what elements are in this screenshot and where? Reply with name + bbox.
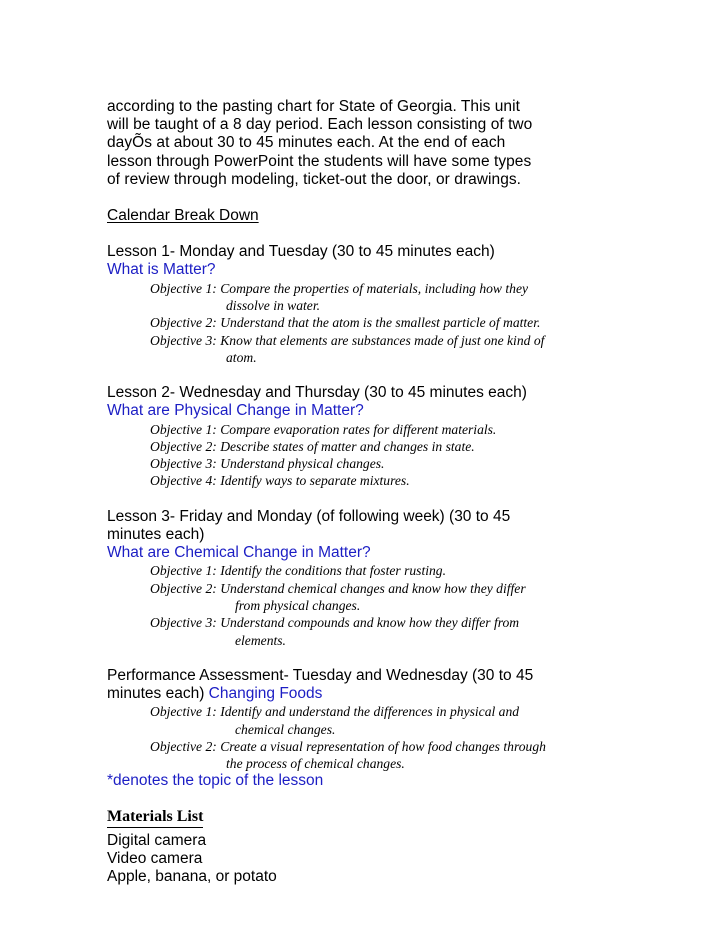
- assessment-objective-1-cont: chemical changes.: [235, 721, 336, 737]
- lesson-3-objective-1: Objective 1: Identify the conditions that foster rusting.: [150, 563, 446, 579]
- calendar-heading: Calendar Break Down: [107, 207, 259, 225]
- materials-heading: Materials List: [107, 807, 203, 828]
- material-item: Video camera: [107, 849, 203, 867]
- lesson-3-objective-3: Objective 3: Understand compounds and know how they differ from: [150, 615, 520, 631]
- assessment-title-cont: minutes each): [107, 685, 205, 702]
- intro-line: of review through modeling, ticket-out the door, or drawings.: [107, 170, 522, 188]
- lesson-1-title: Lesson 1- Monday and Tuesday (30 to 45 minutes each): [107, 243, 495, 261]
- lesson-2-objective-1: Objective 1: Compare evaporation rates for different materials.: [150, 421, 497, 437]
- lesson-3: [107, 508, 627, 649]
- lesson-1-objective-2: Objective 2: Understand that the atom is the smallest particle of matter.: [150, 315, 541, 331]
- lesson-1-objective-1: Objective 1: Compare the properties of materials, including how they: [150, 280, 529, 296]
- lesson-1-objective-3-cont: atom.: [226, 349, 257, 365]
- assessment-objective-1: Objective 1: Identify and understand the differences in physical and: [150, 704, 520, 720]
- lesson-3-title: Lesson 3- Friday and Monday (of following week) (30 to 45: [107, 507, 511, 525]
- lesson-2-objective-3: Objective 3: Understand physical changes.: [150, 456, 385, 472]
- document-body: [107, 98, 627, 886]
- materials-section: [107, 807, 627, 887]
- material-item: Apple, banana, or potato: [107, 868, 277, 885]
- topic-note: *denotes the topic of the lesson: [107, 772, 324, 790]
- lesson-2: [107, 384, 627, 490]
- intro-line: according to the pasting chart for State of Georgia. This unit: [107, 98, 520, 115]
- lesson-2-objective-4: Objective 4: Identify ways to separate mixtures.: [150, 473, 410, 489]
- lesson-1-topic: What is Matter?: [107, 261, 216, 279]
- lesson-3-objective-2-cont: from physical changes.: [235, 597, 361, 613]
- lesson-1-objective-1-cont: dissolve in water.: [226, 297, 321, 313]
- lesson-2-topic: What are Physical Change in Matter?: [107, 402, 364, 420]
- intro-line: will be taught of a 8 day period. Each lesson consisting of two: [107, 116, 533, 134]
- intro-paragraph: [107, 98, 627, 189]
- performance-assessment: [107, 667, 627, 791]
- assessment-topic: Changing Foods: [208, 685, 323, 702]
- lesson-3-objective-3-cont: elements.: [235, 632, 286, 648]
- material-item: Digital camera: [107, 831, 207, 849]
- assessment-title: Performance Assessment- Tuesday and Wednesday (30 to 45: [107, 666, 534, 684]
- lesson-1-objective-3: Objective 3: Know that elements are substances made of just one kind of: [150, 332, 545, 348]
- lesson-3-topic: What are Chemical Change in Matter?: [107, 544, 371, 562]
- lesson-1: [107, 243, 627, 366]
- lesson-2-objective-2: Objective 2: Describe states of matter and changes in state.: [150, 438, 475, 454]
- lesson-2-title: Lesson 2- Wednesday and Thursday (30 to 45 minutes each): [107, 384, 527, 402]
- assessment-objective-2-cont: the process of chemical changes.: [226, 756, 405, 772]
- assessment-objective-2: Objective 2: Create a visual representation of how food changes through: [150, 738, 546, 754]
- intro-line: lesson through PowerPoint the students will have some types: [107, 152, 532, 170]
- intro-line: dayÕs at about 30 to 45 minutes each. At the end of each: [107, 134, 506, 152]
- lesson-3-objective-2: Objective 2: Understand chemical changes and know how they differ: [150, 580, 526, 596]
- lesson-3-title-cont: minutes each): [107, 525, 205, 543]
